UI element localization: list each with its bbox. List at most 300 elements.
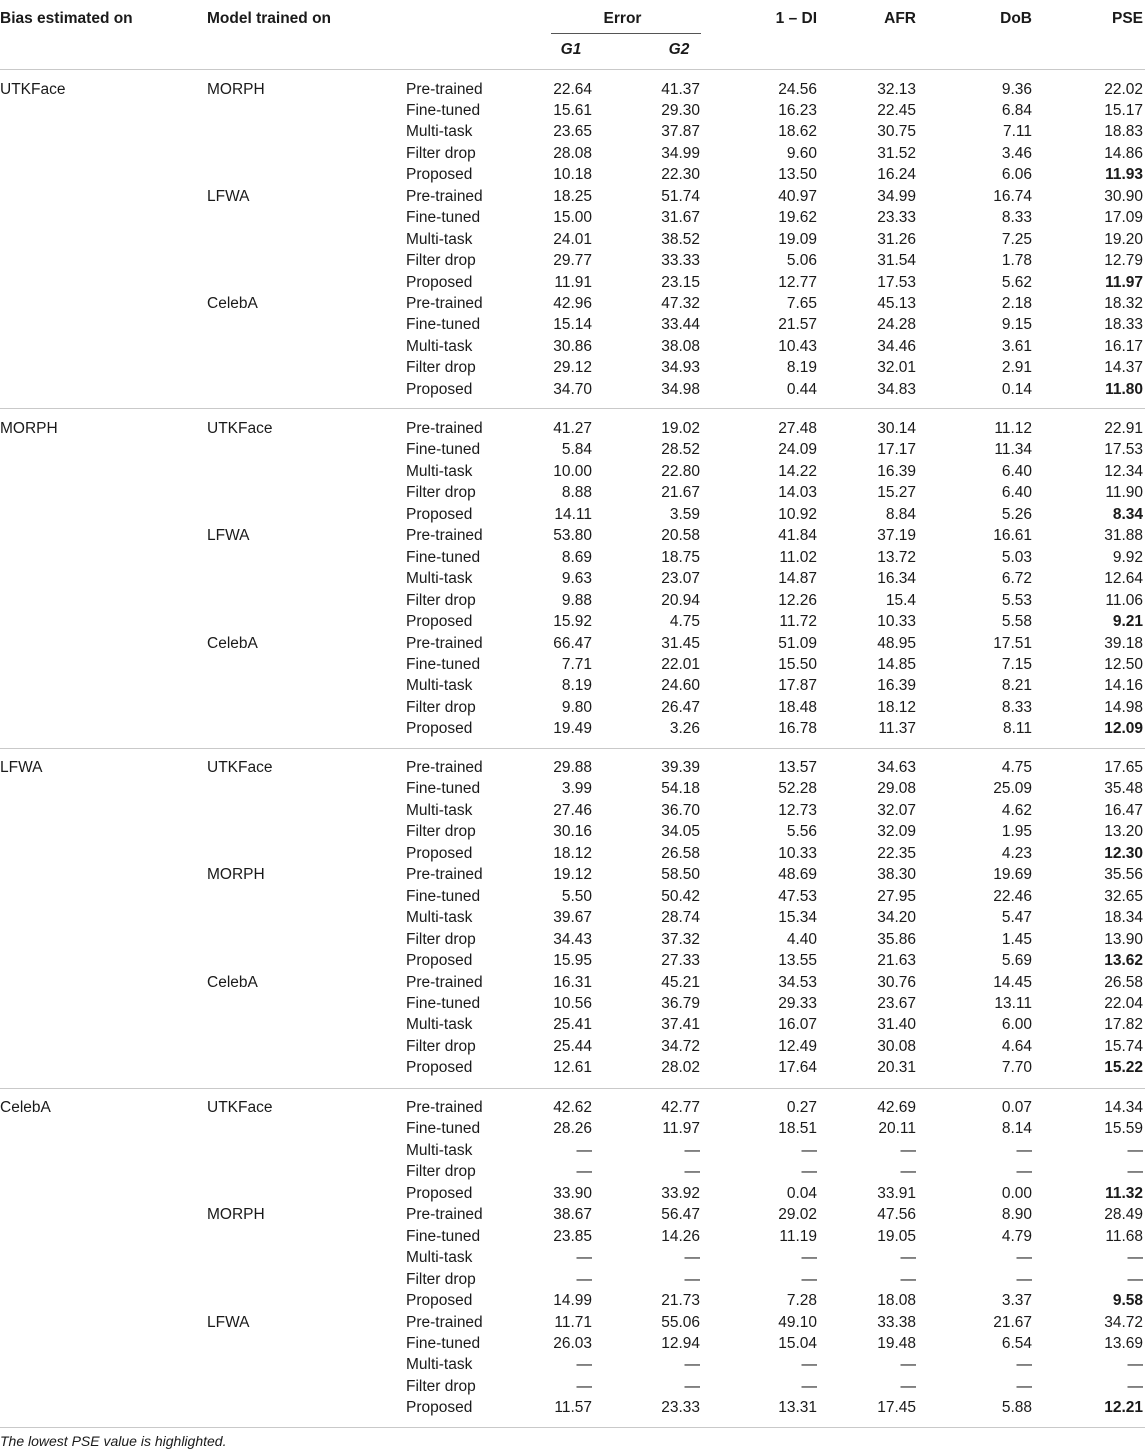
table-row: [0, 1247, 1145, 1269]
cell-dob: 5.62: [1001, 273, 1032, 291]
cell-g1: 12.61: [553, 1059, 592, 1077]
cell-afr: —: [900, 1163, 916, 1181]
cell-pse: 8.34: [1112, 505, 1143, 523]
cell-dob: —: [1016, 1270, 1032, 1288]
cell-afr: 23.67: [877, 994, 916, 1012]
cell-dob: —: [1016, 1163, 1032, 1181]
cell-dob: 11.12: [994, 420, 1032, 437]
cell-pse: 17.09: [1104, 209, 1143, 227]
cell-afr: 31.40: [877, 1016, 916, 1034]
cell-method: Multi-task: [406, 570, 473, 588]
table-row: [0, 525, 1145, 547]
table-row: [0, 1354, 1145, 1376]
cell-g1: 19.49: [553, 720, 592, 738]
table-row: [0, 633, 1145, 655]
cell-method: Multi-task: [406, 1016, 473, 1034]
table-row: [0, 972, 1145, 994]
header-afr: AFR: [884, 10, 916, 27]
cell-afr: 32.13: [877, 80, 916, 98]
table-row: [0, 379, 1145, 401]
cell-g1: 41.27: [553, 420, 592, 437]
cell-1-minus-di: 18.51: [778, 1120, 817, 1138]
cell-method: Filter drop: [406, 823, 476, 841]
cell-pse: 14.98: [1104, 698, 1143, 716]
cell-pse: 11.32: [1105, 1184, 1143, 1202]
table-row: [0, 1226, 1145, 1248]
cell-g2: 18.75: [661, 548, 700, 566]
cell-pse: 34.72: [1104, 1313, 1143, 1331]
cell-g1: 11.57: [554, 1399, 592, 1417]
cell-pse: 32.65: [1104, 887, 1143, 905]
cell-afr: 35.86: [877, 930, 916, 948]
cell-1-minus-di: 13.50: [778, 166, 817, 184]
cell-g2: 34.98: [661, 380, 700, 398]
cell-1-minus-di: 13.31: [778, 1399, 817, 1417]
cell-g1: 3.99: [561, 780, 592, 798]
cell-afr: 22.35: [877, 844, 916, 862]
cell-1-minus-di: 19.09: [778, 230, 817, 248]
cell-g1: 29.88: [553, 759, 592, 776]
cell-1-minus-di: 49.10: [778, 1313, 817, 1331]
cell-pse: 22.04: [1104, 994, 1143, 1012]
cell-g2: 33.44: [661, 316, 700, 334]
cell-dob: 0.00: [1001, 1184, 1032, 1202]
cell-1-minus-di: 0.04: [786, 1184, 817, 1202]
cell-pse: 12.30: [1104, 844, 1143, 862]
cell-pse: 14.16: [1104, 677, 1143, 695]
cell-model-trained-on: CelebA: [207, 634, 258, 652]
cell-method: Multi-task: [406, 677, 473, 695]
cell-method: Proposed: [406, 505, 473, 523]
cell-afr: 20.31: [877, 1059, 916, 1077]
cell-g1: 29.12: [553, 359, 592, 377]
cell-bias-estimated-on: MORPH: [0, 420, 58, 437]
cell-dob: 11.34: [994, 441, 1032, 459]
cell-g1: 33.90: [553, 1184, 592, 1202]
cell-afr: 30.08: [877, 1037, 916, 1055]
cell-method: Filter drop: [406, 252, 476, 270]
cell-dob: 8.11: [1002, 720, 1032, 738]
cell-pse: 15.74: [1104, 1037, 1143, 1055]
cell-1-minus-di: 11.02: [779, 548, 817, 566]
cell-pse: 39.18: [1104, 634, 1143, 652]
cell-1-minus-di: —: [801, 1270, 817, 1288]
cell-pse: 11.80: [1105, 380, 1143, 398]
cell-afr: 20.11: [878, 1120, 916, 1138]
table-row: [0, 929, 1145, 951]
cell-g1: 34.43: [553, 930, 592, 948]
table-row: [0, 1036, 1145, 1058]
cell-g2: 28.52: [661, 441, 700, 459]
cell-pse: 14.34: [1104, 1099, 1143, 1116]
cell-afr: 33.91: [877, 1184, 916, 1202]
cell-g1: 7.71: [561, 655, 592, 673]
cell-g2: 22.01: [661, 655, 700, 673]
cell-pse: 30.90: [1104, 187, 1143, 205]
cell-g2: 45.21: [661, 973, 700, 991]
cell-model-trained-on: CelebA: [207, 973, 258, 991]
cell-g2: 21.73: [661, 1292, 700, 1310]
table-row: [0, 100, 1145, 122]
cell-1-minus-di: 24.56: [778, 80, 817, 98]
cell-model-trained-on: MORPH: [207, 80, 265, 98]
cell-dob: —: [1016, 1141, 1032, 1159]
cell-dob: 5.88: [1001, 1399, 1032, 1417]
cell-g2: 28.02: [661, 1059, 700, 1077]
cell-1-minus-di: 15.04: [778, 1334, 817, 1352]
cell-g1: 10.18: [553, 166, 592, 184]
cell-g2: 26.47: [661, 698, 700, 716]
cell-model-trained-on: LFWA: [207, 527, 250, 545]
cell-bias-estimated-on: UTKFace: [0, 80, 66, 98]
table-row: [0, 272, 1145, 294]
cell-pse: 17.53: [1104, 441, 1143, 459]
cell-afr: —: [900, 1356, 916, 1374]
cell-g2: 37.41: [661, 1016, 700, 1034]
cell-method: Pre-trained: [406, 420, 483, 437]
cell-pse: 14.86: [1104, 144, 1143, 162]
cell-g1: 8.69: [561, 548, 592, 566]
cell-dob: 8.21: [1001, 677, 1032, 695]
cell-method: Filter drop: [406, 144, 476, 162]
table-row: [0, 1183, 1145, 1205]
cell-pse: 15.17: [1104, 101, 1143, 119]
cell-method: Fine-tuned: [406, 1334, 481, 1352]
cell-method: Pre-trained: [406, 973, 483, 991]
error-underline: [551, 33, 701, 34]
cell-afr: 15.4: [885, 591, 916, 609]
cell-method: Proposed: [406, 844, 473, 862]
cell-pse: 18.83: [1104, 123, 1143, 141]
cell-g1: 30.86: [553, 337, 592, 355]
cell-1-minus-di: 29.02: [778, 1206, 817, 1224]
cell-pse: 9.21: [1112, 613, 1143, 631]
cell-1-minus-di: —: [801, 1377, 817, 1395]
cell-dob: 6.72: [1001, 570, 1032, 588]
cell-pse: 18.33: [1104, 316, 1143, 334]
cell-pse: 11.06: [1105, 591, 1143, 609]
cell-afr: 17.17: [877, 441, 916, 459]
cell-method: Proposed: [406, 1059, 473, 1077]
cell-afr: 38.30: [877, 866, 916, 884]
cell-afr: 33.38: [877, 1313, 916, 1331]
cell-pse: 11.93: [1105, 166, 1143, 184]
cell-1-minus-di: 12.73: [778, 801, 817, 819]
cell-pse: —: [1127, 1141, 1143, 1159]
table-row: [0, 778, 1145, 800]
table-row: [0, 121, 1145, 143]
cell-g1: 34.70: [553, 380, 592, 398]
group-divider: [0, 1088, 1145, 1089]
cell-afr: 34.83: [877, 380, 916, 398]
cell-method: Proposed: [406, 952, 473, 970]
cell-g1: 5.84: [561, 441, 592, 459]
cell-dob: 8.33: [1001, 698, 1032, 716]
cell-g1: 8.88: [561, 484, 592, 502]
cell-afr: 30.75: [877, 123, 916, 141]
cell-method: Proposed: [406, 613, 473, 631]
cell-1-minus-di: 13.55: [778, 952, 817, 970]
cell-g1: 23.85: [553, 1227, 592, 1245]
table-row: [0, 675, 1145, 697]
cell-method: Fine-tuned: [406, 887, 481, 905]
table-row: [0, 504, 1145, 526]
cell-g2: 34.99: [661, 144, 700, 162]
cell-afr: 29.08: [877, 780, 916, 798]
cell-method: Filter drop: [406, 1163, 476, 1181]
header-dob: DoB: [1000, 10, 1032, 27]
cell-g2: 11.97: [662, 1120, 700, 1138]
cell-g2: —: [684, 1356, 700, 1374]
cell-model-trained-on: MORPH: [207, 866, 265, 884]
cell-method: Pre-trained: [406, 187, 483, 205]
cell-dob: 4.23: [1001, 844, 1032, 862]
cell-dob: 19.69: [993, 866, 1032, 884]
cell-g2: 20.94: [661, 591, 700, 609]
cell-1-minus-di: 0.44: [786, 380, 817, 398]
cell-g1: 28.26: [553, 1120, 592, 1138]
cell-g1: —: [576, 1377, 592, 1395]
group-divider: [0, 408, 1145, 409]
header-error: Error: [603, 10, 642, 27]
cell-afr: 14.85: [877, 655, 916, 673]
cell-1-minus-di: 21.57: [778, 316, 817, 334]
cell-dob: 16.74: [993, 187, 1032, 205]
cell-1-minus-di: 14.22: [778, 462, 817, 480]
cell-afr: 17.45: [877, 1399, 916, 1417]
cell-afr: 18.08: [877, 1292, 916, 1310]
table-row: [0, 907, 1145, 929]
cell-model-trained-on: CelebA: [207, 295, 258, 312]
cell-g1: 18.25: [553, 187, 592, 205]
cell-method: Filter drop: [406, 698, 476, 716]
cell-pse: 13.20: [1104, 823, 1143, 841]
table-row: [0, 821, 1145, 843]
cell-g2: 58.50: [661, 866, 700, 884]
cell-1-minus-di: 17.87: [778, 677, 817, 695]
cell-dob: 6.00: [1001, 1016, 1032, 1034]
table-row: [0, 1161, 1145, 1183]
cell-method: Proposed: [406, 166, 473, 184]
cell-dob: 5.47: [1001, 909, 1032, 927]
cell-afr: 32.09: [877, 823, 916, 841]
cell-g2: 36.70: [661, 801, 700, 819]
cell-1-minus-di: 0.27: [786, 1099, 817, 1116]
cell-g1: 42.96: [553, 295, 592, 312]
cell-pse: —: [1127, 1163, 1143, 1181]
cell-g2: 33.92: [661, 1184, 700, 1202]
cell-afr: 16.39: [877, 462, 916, 480]
cell-afr: 34.99: [877, 187, 916, 205]
cell-afr: 11.37: [878, 720, 916, 738]
cell-method: Pre-trained: [406, 1206, 483, 1224]
cell-method: Fine-tuned: [406, 441, 481, 459]
cell-1-minus-di: 15.50: [778, 655, 817, 673]
cell-method: Filter drop: [406, 1270, 476, 1288]
cell-afr: 15.27: [877, 484, 916, 502]
cell-afr: 16.34: [877, 570, 916, 588]
cell-method: Filter drop: [406, 484, 476, 502]
cell-model-trained-on: UTKFace: [207, 759, 273, 776]
cell-method: Pre-trained: [406, 80, 483, 98]
cell-dob: 7.11: [1002, 123, 1032, 141]
cell-g2: 37.87: [661, 123, 700, 141]
cell-afr: 31.52: [877, 144, 916, 162]
cell-pse: 12.34: [1104, 462, 1143, 480]
cell-1-minus-di: 47.53: [778, 887, 817, 905]
cell-dob: 9.36: [1001, 80, 1032, 98]
cell-dob: —: [1016, 1249, 1032, 1267]
cell-afr: 32.01: [877, 359, 916, 377]
cell-1-minus-di: —: [801, 1356, 817, 1374]
cell-g2: 37.32: [661, 930, 700, 948]
cell-dob: 3.46: [1001, 144, 1032, 162]
cell-dob: 4.75: [1001, 759, 1032, 776]
cell-method: Fine-tuned: [406, 1227, 481, 1245]
cell-g2: 51.74: [661, 187, 700, 205]
cell-g2: 47.32: [661, 295, 700, 312]
cell-method: Multi-task: [406, 801, 473, 819]
cell-g2: 42.77: [661, 1099, 700, 1116]
table-row: [0, 229, 1145, 251]
table-row: [0, 1397, 1145, 1419]
cell-afr: 10.33: [877, 613, 916, 631]
cell-1-minus-di: 17.64: [778, 1059, 817, 1077]
cell-pse: —: [1127, 1249, 1143, 1267]
cell-g1: 11.71: [554, 1313, 592, 1331]
cell-method: Multi-task: [406, 1356, 473, 1374]
cell-pse: 16.17: [1104, 337, 1143, 355]
cell-1-minus-di: 11.19: [779, 1227, 817, 1245]
cell-g1: 15.00: [553, 209, 592, 227]
cell-1-minus-di: 11.72: [779, 613, 817, 631]
cell-dob: —: [1016, 1356, 1032, 1374]
cell-pse: 26.58: [1104, 973, 1143, 991]
table-row: [0, 654, 1145, 676]
cell-g1: 15.92: [553, 613, 592, 631]
cell-afr: —: [900, 1249, 916, 1267]
table-row: [0, 1204, 1145, 1226]
cell-g2: 23.15: [661, 273, 700, 291]
cell-pse: 31.88: [1104, 527, 1143, 545]
table-row: [0, 143, 1145, 165]
table-row: [0, 207, 1145, 229]
header-g2: G2: [668, 41, 690, 58]
cell-g1: 23.65: [553, 123, 592, 141]
table-row: [0, 1312, 1145, 1334]
table-row: [0, 336, 1145, 358]
header-rule: [0, 69, 1145, 70]
cell-g2: —: [684, 1141, 700, 1159]
cell-g1: 28.08: [553, 144, 592, 162]
cell-pse: 17.65: [1104, 759, 1143, 776]
cell-g2: 21.67: [661, 484, 700, 502]
cell-g1: —: [576, 1141, 592, 1159]
table-row: [0, 1269, 1145, 1291]
cell-g2: 33.33: [661, 252, 700, 270]
cell-dob: 21.67: [993, 1313, 1032, 1331]
cell-1-minus-di: 7.65: [786, 295, 817, 312]
header-model-trained-on: Model trained on: [207, 10, 331, 27]
cell-g2: 23.33: [661, 1399, 700, 1417]
cell-dob: 1.45: [1001, 930, 1032, 948]
table-row: [0, 718, 1145, 740]
cell-pse: 12.09: [1104, 720, 1143, 738]
cell-dob: 17.51: [993, 634, 1032, 652]
cell-pse: 18.34: [1104, 909, 1143, 927]
table-row: [0, 461, 1145, 483]
cell-pse: 14.37: [1104, 359, 1143, 377]
cell-g1: 29.77: [553, 252, 592, 270]
cell-pse: 15.22: [1104, 1059, 1143, 1077]
cell-method: Proposed: [406, 380, 473, 398]
cell-method: Fine-tuned: [406, 101, 481, 119]
table-row: [0, 79, 1145, 101]
cell-g2: 14.26: [661, 1227, 700, 1245]
cell-pse: 17.82: [1104, 1016, 1143, 1034]
cell-pse: 35.48: [1104, 780, 1143, 798]
cell-afr: 45.13: [877, 295, 916, 312]
cell-afr: 31.54: [877, 252, 916, 270]
cell-g2: 38.52: [661, 230, 700, 248]
table-row: [0, 886, 1145, 908]
cell-method: Pre-trained: [406, 1099, 483, 1116]
cell-dob: —: [1016, 1377, 1032, 1395]
cell-1-minus-di: 12.26: [778, 591, 817, 609]
cell-pse: 13.62: [1104, 952, 1143, 970]
cell-afr: 19.48: [877, 1334, 916, 1352]
table-row: [0, 993, 1145, 1015]
cell-afr: 34.20: [877, 909, 916, 927]
cell-afr: 27.95: [877, 887, 916, 905]
cell-method: Fine-tuned: [406, 316, 481, 334]
cell-dob: 8.90: [1001, 1206, 1032, 1224]
cell-g2: 24.60: [661, 677, 700, 695]
cell-pse: 12.64: [1104, 570, 1143, 588]
table-row: [0, 1376, 1145, 1398]
cell-dob: 22.46: [993, 887, 1032, 905]
cell-g2: —: [684, 1377, 700, 1395]
cell-g1: 11.91: [554, 273, 592, 291]
table-row: [0, 757, 1145, 779]
cell-g1: 16.31: [553, 973, 592, 991]
cell-dob: 14.45: [993, 973, 1032, 991]
cell-1-minus-di: 9.60: [786, 144, 817, 162]
cell-dob: 16.61: [993, 527, 1032, 545]
cell-pse: 19.20: [1104, 230, 1143, 248]
table-row: [0, 950, 1145, 972]
cell-1-minus-di: 51.09: [778, 634, 817, 652]
cell-g1: 38.67: [553, 1206, 592, 1224]
header-1-minus-di: 1 – DI: [775, 10, 817, 27]
cell-dob: 5.69: [1001, 952, 1032, 970]
group-divider: [0, 748, 1145, 749]
group-divider: [0, 1427, 1145, 1428]
cell-pse: 13.90: [1104, 930, 1143, 948]
cell-method: Filter drop: [406, 1377, 476, 1395]
cell-dob: 2.91: [1001, 359, 1032, 377]
cell-pse: 22.91: [1104, 420, 1143, 437]
cell-g1: —: [576, 1356, 592, 1374]
cell-method: Proposed: [406, 1292, 473, 1310]
cell-afr: 17.53: [877, 273, 916, 291]
table-row: [0, 1097, 1145, 1119]
cell-afr: 30.76: [877, 973, 916, 991]
cell-g1: 14.11: [554, 505, 592, 523]
cell-g2: 31.67: [661, 209, 700, 227]
cell-afr: 8.84: [885, 505, 916, 523]
cell-1-minus-di: 19.62: [778, 209, 817, 227]
